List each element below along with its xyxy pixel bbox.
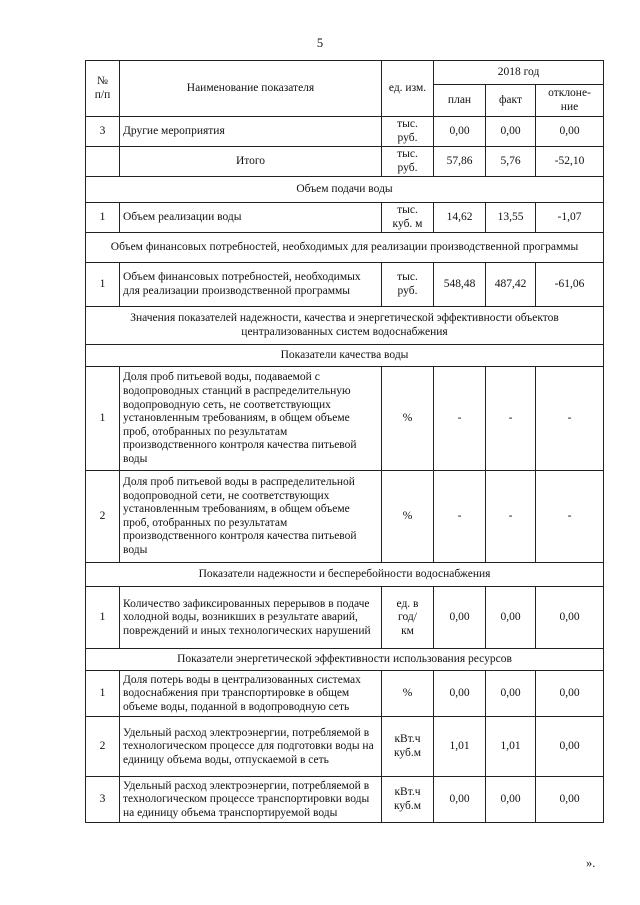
row-name: Доля проб питьевой воды, подаваемой с водопроводных станций в распределительную водопроводную сеть, не соответствующих установленным требованиям, в общем объеме проб, отобранных по результатам производственного контроля качества питьевой воды <box>120 367 382 471</box>
table-row <box>86 777 604 823</box>
row-plan: 548,48 <box>434 263 486 307</box>
section-energy: Показатели энергетической эффективности использования ресурсов <box>86 649 604 671</box>
row-name: Объем финансовых потребностей, необходимых для реализации производственной программы <box>120 263 382 307</box>
row-plan: 0,00 <box>434 587 486 649</box>
row-deviation: 0,00 <box>536 671 604 717</box>
section-quality: Показатели качества воды <box>86 345 604 367</box>
row-num <box>86 147 120 177</box>
row-name: Количество зафиксированных перерывов в подаче холодной воды, возникших в результате аварий, повреждений и иных технологических нарушений <box>120 587 382 649</box>
row-fact: - <box>486 367 536 471</box>
header-fact: факт <box>486 85 536 117</box>
row-deviation: -52,10 <box>536 147 604 177</box>
row-unit: % <box>382 367 434 471</box>
table-row <box>86 471 604 563</box>
row-plan: 0,00 <box>434 671 486 717</box>
table-row <box>86 717 604 777</box>
row-deviation: - <box>536 471 604 563</box>
row-unit: кВт.ч куб.м <box>382 777 434 823</box>
header-plan: план <box>434 85 486 117</box>
row-plan: 14,62 <box>434 203 486 233</box>
row-unit: % <box>382 671 434 717</box>
table-row <box>86 147 604 177</box>
row-fact: 1,01 <box>486 717 536 777</box>
row-unit: кВт.ч куб.м <box>382 717 434 777</box>
row-deviation: 0,00 <box>536 717 604 777</box>
row-unit: % <box>382 471 434 563</box>
row-num: 1 <box>86 587 120 649</box>
header-num: № п/п <box>86 61 120 117</box>
row-fact: - <box>486 471 536 563</box>
row-name: Удельный расход электроэнергии, потребляемой в технологическом процессе для подготовки воды на единицу объема воды, отпускаемой в сеть <box>120 717 382 777</box>
row-name: Итого <box>120 147 382 177</box>
row-fact: 0,00 <box>486 117 536 147</box>
header-deviation: отклоне- ние <box>536 85 604 117</box>
row-deviation: 0,00 <box>536 587 604 649</box>
row-deviation: -1,07 <box>536 203 604 233</box>
row-fact: 487,42 <box>486 263 536 307</box>
row-num: 1 <box>86 203 120 233</box>
row-fact: 5,76 <box>486 147 536 177</box>
row-plan: 1,01 <box>434 717 486 777</box>
row-deviation: - <box>536 367 604 471</box>
table-row <box>86 587 604 649</box>
row-unit: тыс. руб. <box>382 147 434 177</box>
row-plan: - <box>434 471 486 563</box>
page-number: 5 <box>316 36 324 50</box>
row-name: Доля потерь воды в централизованных системах водоснабжения при транспортировке в общем объеме воды, поданной в водопроводную сеть <box>120 671 382 717</box>
row-plan: 0,00 <box>434 117 486 147</box>
row-fact: 0,00 <box>486 777 536 823</box>
table-row <box>86 203 604 233</box>
section-supply: Объем подачи воды <box>86 177 604 203</box>
row-unit: ед. в год/ км <box>382 587 434 649</box>
table-row <box>86 367 604 471</box>
row-name: Доля проб питьевой воды в распределительной водопроводной сети, не соответствующих установленным требованиям, в общем объеме проб, отобранных по результатам производственного контроля качества питьевой воды <box>120 471 382 563</box>
row-fact: 0,00 <box>486 587 536 649</box>
row-num: 3 <box>86 117 120 147</box>
row-fact: 13,55 <box>486 203 536 233</box>
row-deviation: -61,06 <box>536 263 604 307</box>
table-row <box>86 263 604 307</box>
row-plan: - <box>434 367 486 471</box>
row-num: 3 <box>86 777 120 823</box>
indicators-table <box>85 60 604 823</box>
row-plan: 57,86 <box>434 147 486 177</box>
row-name: Удельный расход электроэнергии, потребляемой в технологическом процессе транспортировки воды на единицу объема транспортируемой воды <box>120 777 382 823</box>
header-year: 2018 год <box>434 61 604 85</box>
row-unit: тыс. куб. м <box>382 203 434 233</box>
row-name: Другие мероприятия <box>120 117 382 147</box>
section-values: Значения показателей надежности, качества и энергетической эффективности объектов централизованных систем водоснабжения <box>86 307 604 345</box>
section-finance: Объем финансовых потребностей, необходимых для реализации производственной программы <box>86 233 604 263</box>
row-num: 1 <box>86 263 120 307</box>
row-deviation: 0,00 <box>536 777 604 823</box>
row-fact: 0,00 <box>486 671 536 717</box>
header-unit: ед. изм. <box>382 61 434 117</box>
row-unit: тыс. руб. <box>382 263 434 307</box>
row-num: 1 <box>86 671 120 717</box>
row-num: 2 <box>86 717 120 777</box>
row-num: 1 <box>86 367 120 471</box>
closing-quote: ». <box>586 856 596 870</box>
header-name: Наименование показателя <box>120 61 382 117</box>
table-row <box>86 117 604 147</box>
row-num: 2 <box>86 471 120 563</box>
row-name: Объем реализации воды <box>120 203 382 233</box>
section-reliability: Показатели надежности и бесперебойности водоснабжения <box>86 563 604 587</box>
row-unit: тыс. руб. <box>382 117 434 147</box>
row-deviation: 0,00 <box>536 117 604 147</box>
table-row <box>86 671 604 717</box>
row-plan: 0,00 <box>434 777 486 823</box>
